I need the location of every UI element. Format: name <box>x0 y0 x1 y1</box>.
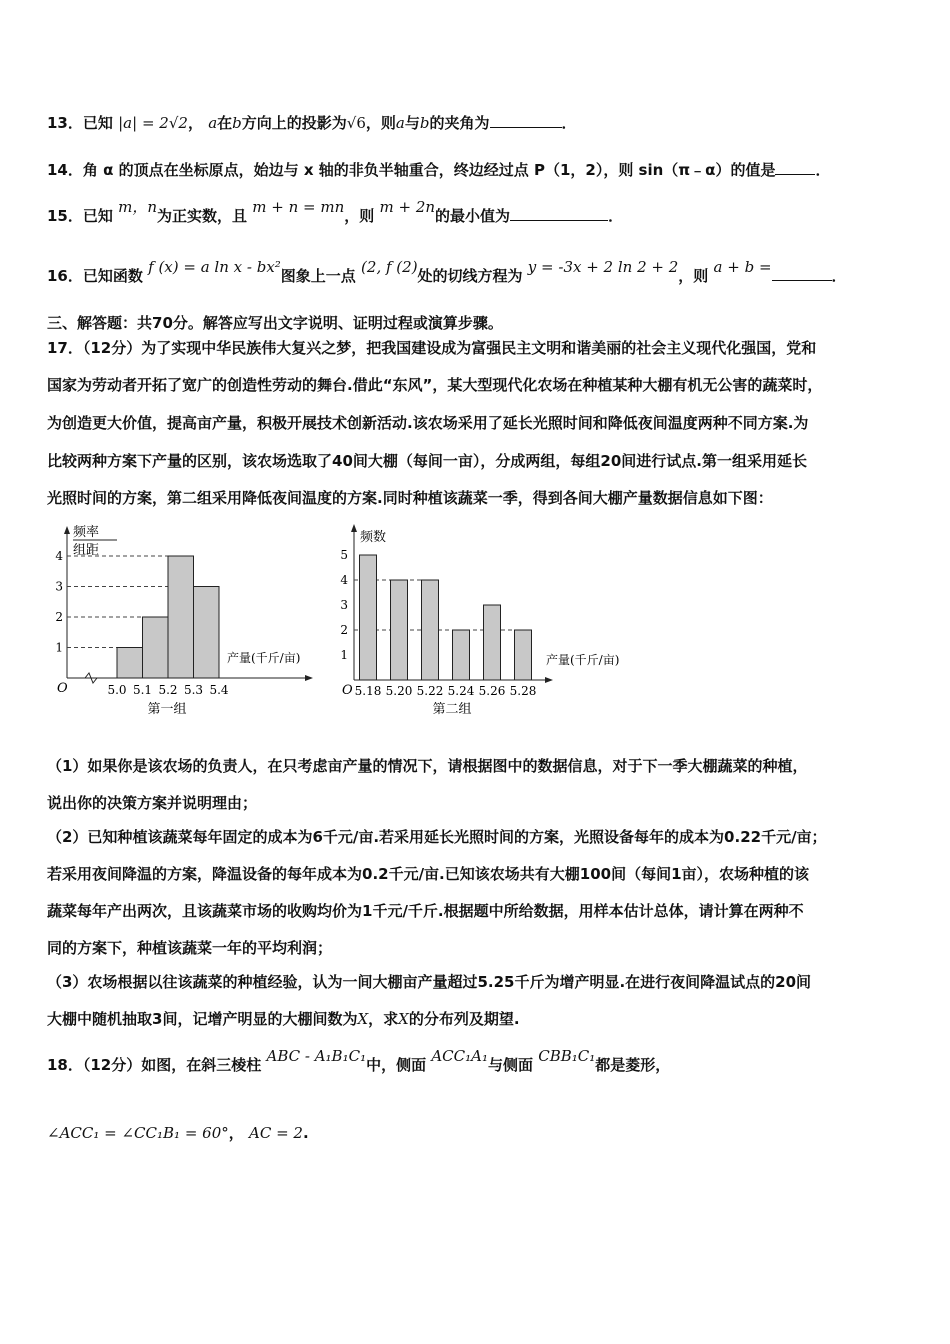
q17-part3-line-1: （3）农场根据以往该蔬菜的种植经验，认为一间大棚亩产量超过5.25千斤为增产明显.在进行夜间降温试点的20间 <box>47 973 812 991</box>
question-18: 18．（12分）如图，在斜三棱柱 ABC - A₁B₁C₁中，侧面 ACC₁A₁与侧面 CBB₁C₁都是菱形， <box>47 1047 671 1074</box>
y-axis-arrow <box>351 524 357 532</box>
question-16: 16．已知函数 f (x) = a ln x - bx²图象上一点 (2, f (2)处的切线方程为 y = -3x + 2 ln 2 + 2，则 a + b = ． <box>47 258 847 285</box>
y-tick-label: 2 <box>340 623 348 637</box>
histogram-bar <box>143 617 169 678</box>
q17-line-5: 光照时间的方案，第二组采用降低夜间温度的方案.同时种植该蔬菜一季，得到各间大棚产量数据信息如下图： <box>47 489 773 507</box>
histogram-bar <box>117 648 143 679</box>
origin-label: O <box>57 681 68 696</box>
y-label-bottom: 组距 <box>73 543 100 558</box>
answer-blank <box>772 266 832 281</box>
answer-blank <box>775 160 815 175</box>
answer-blank <box>510 206 608 221</box>
x-axis-arrow <box>545 677 553 683</box>
y-tick-label: 4 <box>340 573 348 587</box>
q17-part2-line-1: （2）已知种植该蔬菜每年固定的成本为6千元/亩.若采用延长光照时间的方案，光照设备每年的成本为0.22千元/亩； <box>47 828 827 846</box>
frequency-bar <box>484 605 501 680</box>
x-tick-label: 5.18 <box>354 684 382 698</box>
y-tick-label: 3 <box>55 579 63 594</box>
answer-blank <box>490 113 562 128</box>
frequency-bar <box>515 630 532 680</box>
frequency-bar <box>422 580 439 680</box>
x-tick-label: 5.1 <box>132 683 153 697</box>
q17-line-2: 国家为劳动者开拓了宽广的创造性劳动的舞台.借此“东风”，某大型现代化农场在种植某种大棚有机无公害的蔬菜时， <box>47 376 823 394</box>
histogram-bar <box>194 587 220 679</box>
x-tick-label: 5.22 <box>416 684 444 698</box>
y-axis-arrow <box>64 526 70 534</box>
q17-part2-line-4: 同的方案下，种植该蔬菜一年的平均利润； <box>47 939 333 957</box>
formula-a-norm: |a| = 2√2 <box>118 114 188 132</box>
q17-part1-line-1: （1）如果你是该农场的负责人，在只考虑亩产量的情况下，请根据图中的数据信息，对于下一季大棚蔬菜的种植， <box>47 757 808 775</box>
y-tick-label: 4 <box>55 549 63 563</box>
x-tick-label: 5.26 <box>478 684 506 698</box>
q17-line-1: 17．（12分）为了实现中华民族伟大复兴之梦，把我国建设成为富强民主文明和谐美丽的社会主义现代化强国，党和 <box>47 339 817 357</box>
y-label-top: 频率 <box>73 525 100 540</box>
y-axis-label: 频数 <box>360 530 387 545</box>
x-tick-label: 5.0 <box>107 683 127 697</box>
histogram-group-1 <box>55 520 330 720</box>
x-axis-label: 产量(千斤/亩) <box>227 651 301 665</box>
q17-part2-line-2: 若采用夜间降温的方案，降温设备的每年成本为0.2千元/亩.已知该农场共有大棚100间（每间1亩），农场种植的该 <box>47 865 810 883</box>
chart-title: 第一组 <box>147 702 187 717</box>
x-tick-label: 5.20 <box>385 684 413 698</box>
x-tick-label: 5.28 <box>509 684 537 698</box>
chart-title: 第二组 <box>432 702 472 717</box>
histogram-bar <box>168 556 194 678</box>
y-tick-label: 5 <box>340 548 348 562</box>
x-tick-label: 5.2 <box>158 683 178 697</box>
q17-part3-line-2: 大棚中随机抽取3间，记增产明显的大棚间数为X，求X的分布列及期望. <box>47 1010 520 1028</box>
y-tick-label: 3 <box>340 598 348 612</box>
bar-chart-group-2 <box>330 520 650 720</box>
x-tick-label: 5.24 <box>447 684 475 698</box>
frequency-bar <box>360 555 377 680</box>
section-heading: 三、解答题：共70分。解答应写出文字说明、证明过程或演算步骤。 <box>47 314 503 332</box>
x-axis-label: 产量(千斤/亩) <box>546 653 620 667</box>
question-13: 13．已知 |a| = 2√2， a在b方向上的投影为√6，则a与b的夹角为 ． <box>47 114 577 132</box>
question-18-line-2: ∠ACC₁ = ∠CC₁B₁ = 60°， AC = 2. <box>47 1124 309 1142</box>
frequency-bar <box>453 630 470 680</box>
y-tick-label: 1 <box>340 648 348 662</box>
formula-sqrt6: √6 <box>346 114 366 132</box>
q17-part1-line-2: 说出你的决策方案并说明理由； <box>47 794 258 812</box>
q17-line-4: 比较两种方案下产量的区别，该农场选取了40间大棚（每间一亩），分成两组，每组20间进行试点.第一组采用延长 <box>47 452 807 470</box>
question-15: 15．已知 m，n为正实数，且 m + n = mn，则 m + 2n的最小值为 ． <box>47 198 624 225</box>
q17-part2-line-3: 蔬菜每年产出两次，且该蔬菜市场的收购均价为1千元/千斤.根据题中所给数据，用样本估计总体，请计算在两种不 <box>47 902 804 920</box>
question-14: 14．角 α 的顶点在坐标原点，始边与 x 轴的非负半轴重合，终边经过点 P（1，2），则 sin（π﹣α）的值是 ． <box>47 161 831 179</box>
y-tick-label: 1 <box>55 640 63 655</box>
x-axis-arrow <box>305 675 313 681</box>
x-tick-label: 5.3 <box>183 683 204 697</box>
q17-line-3: 为创造更大价值，提高亩产量，积极开展技术创新活动.该农场采用了延长光照时间和降低夜间温度两种不同方案.为 <box>47 414 809 432</box>
x-tick-label: 5.4 <box>209 683 229 697</box>
origin-label: O <box>342 683 353 698</box>
frequency-bar <box>391 580 408 680</box>
y-tick-label: 2 <box>55 610 63 624</box>
